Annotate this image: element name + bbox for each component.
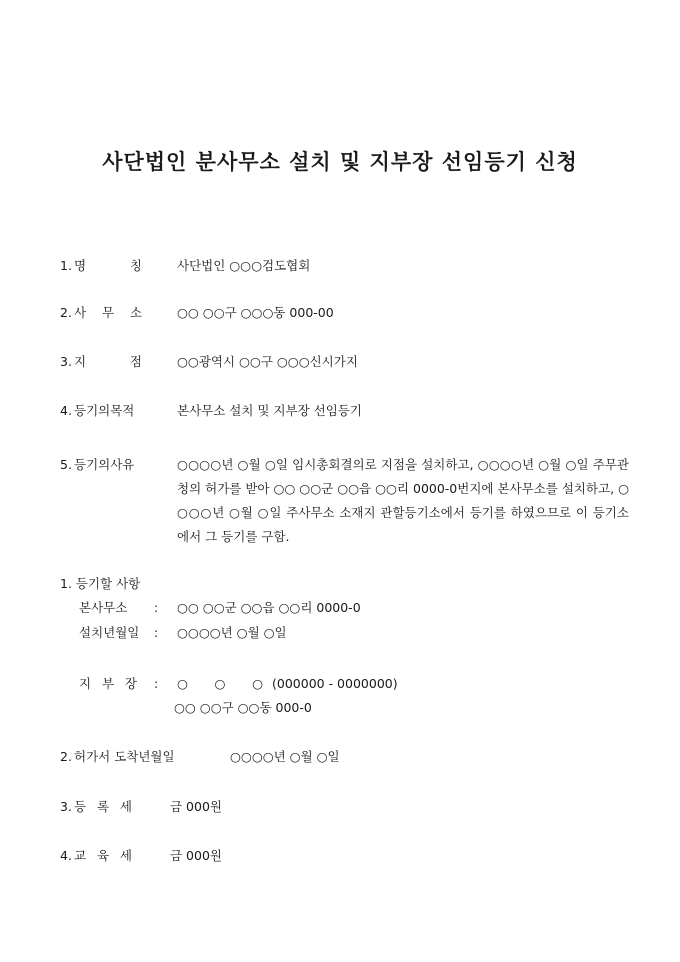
purpose-label: 등기의목적 [74, 403, 135, 418]
install-date-value: ○○○○년 ○월 ○일 [177, 625, 287, 640]
reg-tax-value: 금 000원 [170, 799, 222, 814]
permit-label: 허가서 도착년월일 [74, 749, 175, 764]
branch-label: 지 점 [74, 354, 142, 369]
colon: : [154, 600, 159, 615]
edu-tax-label: 교 육 세 [74, 848, 132, 863]
item-number: 2. [60, 749, 72, 764]
branch-head-address: ○○ ○○구 ○○동 000-0 [174, 700, 312, 715]
register-heading: 1. 등기할 사항 [60, 576, 141, 591]
office-label: 사 무 소 [74, 305, 142, 320]
purpose-value: 본사무소 설치 및 지부장 선임등기 [177, 403, 362, 418]
reason-paragraph: ○○○○년 ○월 ○일 임시총회결의로 지점을 설치하고, ○○○○년 ○월 ○일 주무관청의 허가를 받아 ○○ ○○군 ○○읍 ○○리 0000-0번지에 본사무소를 설치하고, ○○○○년 ○월 ○일 주사무소 소재지 관할등기소에서 등기를 하였으므로 이 등기소에서 그 등기를 구함. [177, 457, 629, 544]
install-date-label: 설치년월일 [79, 625, 140, 640]
item-number: 2. [60, 305, 72, 320]
reason-label: 등기의사유 [74, 457, 135, 472]
colon: : [154, 676, 159, 691]
item-number: 3. [60, 799, 72, 814]
branch-head-label: 지 부 장 [79, 676, 137, 691]
item-number: 5. [60, 457, 72, 472]
document-title: 사단법인 분사무소 설치 및 지부장 선임등기 신청 [102, 149, 578, 174]
item-number: 1. [60, 258, 72, 273]
name-label: 명 칭 [74, 258, 142, 273]
name-value: 사단법인 ○○○검도협회 [177, 258, 311, 273]
item-number: 3. [60, 354, 72, 369]
branch-head-name: ○ ○ ○ [177, 676, 263, 691]
permit-value: ○○○○년 ○월 ○일 [230, 749, 340, 764]
office-value: ○○ ○○구 ○○○동 000-00 [177, 305, 334, 320]
reg-tax-label: 등 록 세 [74, 799, 132, 814]
branch-value: ○○광역시 ○○구 ○○○신시가지 [177, 354, 358, 369]
item-number: 4. [60, 848, 72, 863]
colon: : [154, 625, 159, 640]
head-office-value: ○○ ○○군 ○○읍 ○○리 0000-0 [177, 600, 361, 615]
edu-tax-value: 금 000원 [170, 848, 222, 863]
head-office-label: 본사무소 [79, 600, 128, 615]
item-number: 4. [60, 403, 72, 418]
branch-head-id: (000000 - 0000000) [272, 676, 398, 691]
